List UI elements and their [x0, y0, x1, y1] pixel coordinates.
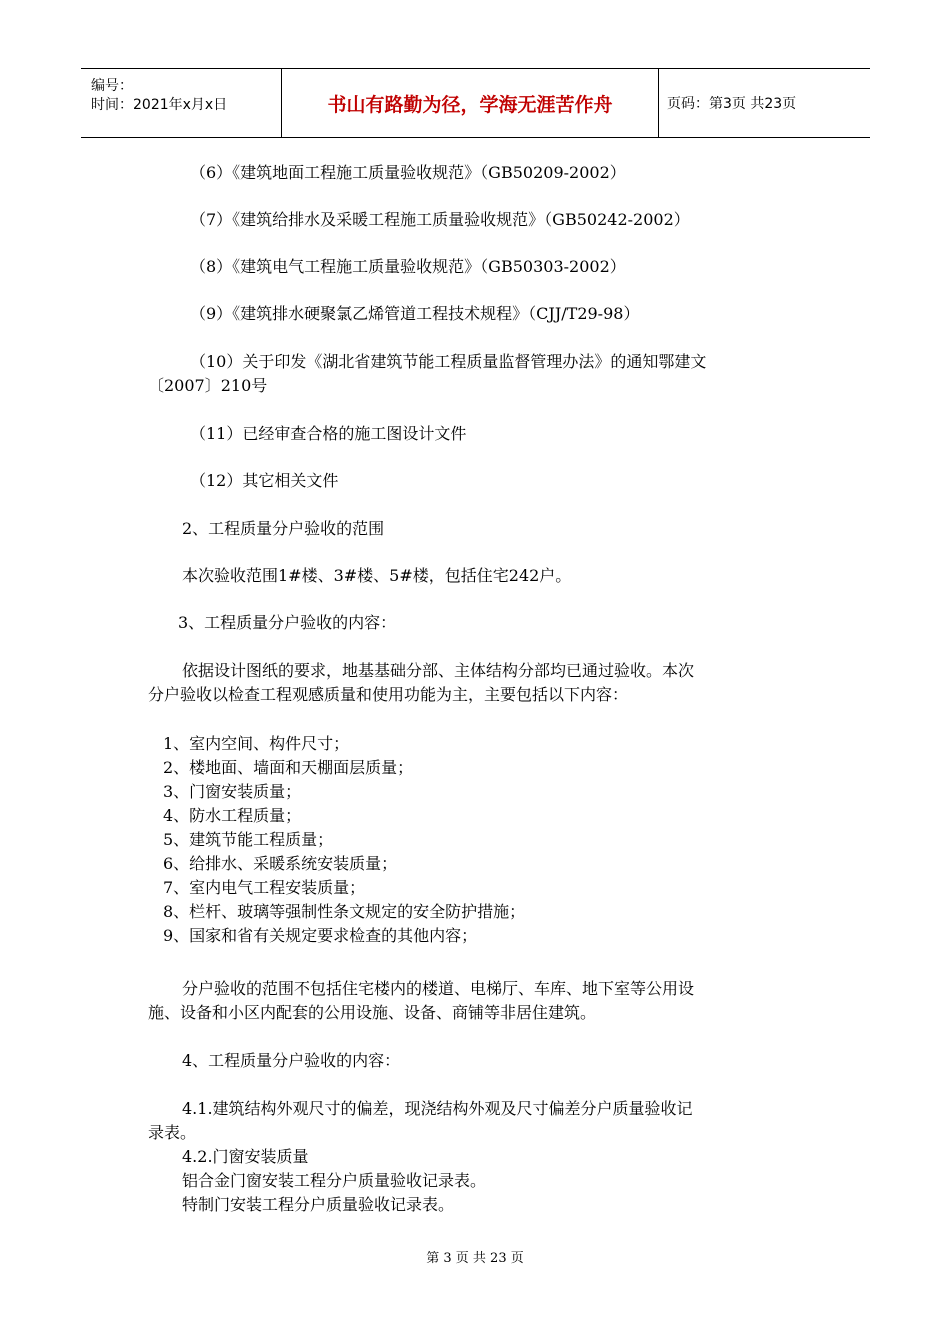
header-page-code	[659, 69, 870, 137]
page-header	[81, 68, 870, 138]
time-label: 时间：2021年x月x日	[91, 97, 228, 113]
content-list-item: 4、防水工程质量；	[163, 806, 302, 825]
content-list-item: 5、建筑节能工程质量；	[163, 830, 334, 849]
content-list-item: 7、室内电气工程安装质量；	[163, 878, 366, 897]
section-4-item1-line2: 录表。	[148, 1123, 197, 1142]
content-list-item: 8、栏杆、玻璃等强制性条文规定的安全防护措施；	[163, 902, 526, 921]
number-label: 编号：	[91, 78, 133, 94]
content-list-item: 1、室内空间、构件尺寸；	[163, 734, 350, 753]
section-4-item2-b: 特制门安装工程分户质量验收记录表。	[182, 1195, 455, 1214]
reference-item: （12）其它相关文件	[190, 471, 339, 490]
section-3-intro-line1: 依据设计图纸的要求，地基基础分部、主体结构分部均已通过验收。本次	[182, 661, 695, 680]
section-4-item2-a: 铝合金门窗安装工程分户质量验收记录表。	[182, 1171, 487, 1190]
reference-item-10-line1: （10）关于印发《湖北省建筑节能工程质量监督管理办法》的通知鄂建文	[190, 352, 707, 371]
section-2-body: 本次验收范围1#楼、3#楼、5#楼，包括住宅242户。	[182, 566, 572, 585]
page-footer: 第 3 页 共 23 页	[426, 1251, 524, 1266]
header-meta	[81, 69, 282, 137]
content-list-item: 6、给排水、采暖系统安装质量；	[163, 854, 398, 873]
reference-item: （7）《建筑给排水及采暖工程施工质量验收规范》（GB50242-2002）	[190, 210, 690, 229]
scope-note-line1: 分户验收的范围不包括住宅楼内的楼道、电梯厅、车库、地下室等公用设	[182, 979, 695, 998]
reference-item: （8）《建筑电气工程施工质量验收规范》（GB50303-2002）	[190, 257, 626, 276]
section-3-intro-line2: 分户验收以检查工程观感质量和使用功能为主，主要包括以下内容：	[148, 685, 629, 704]
reference-item: （11）已经审查合格的施工图设计文件	[190, 424, 467, 443]
section-4-title: 4、工程质量分户验收的内容：	[182, 1051, 401, 1070]
section-3-title: 3、工程质量分户验收的内容：	[178, 613, 397, 632]
section-4-item2: 4.2.门窗安装质量	[182, 1147, 309, 1166]
content-list-item: 9、国家和省有关规定要求检查的其他内容；	[163, 926, 478, 945]
reference-item-10-line2: 〔2007〕210号	[148, 376, 268, 395]
section-4-item1-line1: 4.1.建筑结构外观尺寸的偏差，现浇结构外观及尺寸偏差分户质量验收记	[182, 1099, 693, 1118]
scope-note-line2: 施、设备和小区内配套的公用设施、设备、商铺等非居住建筑。	[148, 1003, 597, 1022]
header-motto: 书山有路勤为径，学海无涯苦作舟	[282, 69, 659, 137]
content-list-item: 2、楼地面、墙面和天棚面层质量；	[163, 758, 414, 777]
section-2-title: 2、工程质量分户验收的范围	[182, 519, 385, 538]
reference-item: （9）《建筑排水硬聚氯乙烯管道工程技术规程》（CJJ/T29-98）	[190, 304, 640, 323]
content-list-item: 3、门窗安装质量；	[163, 782, 302, 801]
page-code-text: 页码：第3页 共23页	[667, 96, 797, 112]
reference-item: （6）《建筑地面工程施工质量验收规范》（GB50209-2002）	[190, 163, 626, 182]
